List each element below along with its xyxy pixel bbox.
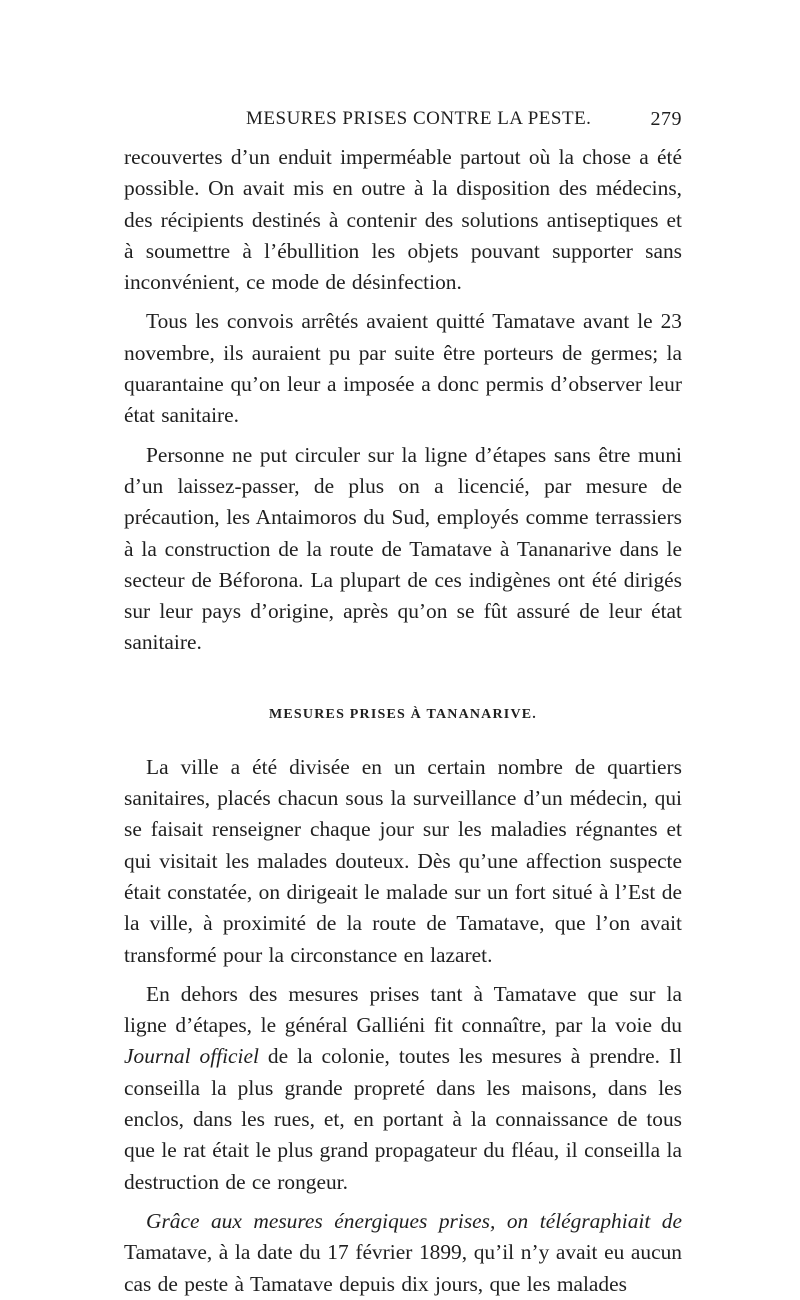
paragraph-quartiers: La ville a été divisée en un certain nombre de quartiers sanitaires, placés chacun sous la surveillance d’un médecin, qui se faisait renseigner chaque jour sur les maladies régnantes et qui visitait les malades douteux. Dès qu’une affection suspecte était constatée, on dirigeait le malade sur un fort situé à l’Est de la ville, à proximité de la route de Tamatave, que l’on avait transformé pour la circonstance en lazaret. — [124, 754, 682, 967]
page-number: 279 — [650, 108, 682, 130]
section-two — [124, 752, 682, 1300]
running-title: MESURES PRISES CONTRE LA PESTE. — [246, 108, 592, 129]
journal-officiel-title: Journal officiel — [124, 1044, 259, 1069]
paragraph-telegram — [124, 1206, 682, 1300]
paragraph-telegram-italic: Grâce aux mesures énergiques prises, on télégraphiait de — [146, 1208, 682, 1233]
paragraph-convois: Tous les convois arrêtés avaient quitté Tamatave avant le 23 novembre, ils auraient pu par suite être porteurs de germes; la quarantaine qu’on leur a imposée a donc permis d’observer leur état sanitaire. — [124, 309, 682, 428]
paragraph-gallieni-start: En dehors des mesures prises tant à Tamatave que sur la ligne d’étapes, le général Galliéni fit connaître, par la voie du — [124, 981, 682, 1038]
section-heading: MESURES PRISES À TANANARIVE. — [268, 706, 538, 722]
paragraph-gallieni-end: de la colonie, toutes les mesures à prendre. Il conseilla la plus grande propreté dans les maisons, dans les enclos, dans les rues, et, en portant à la connaissance de tous que le rat était le plus grand propagateur du fléau, il conseilla la destruction de ce rongeur. — [124, 1044, 682, 1194]
paragraph-ligne-etapes: Personne ne put circuler sur la ligne d’étapes sans être muni d’un laissez-passer, de plus on a licencié, par mesure de précaution, les Antaimoros du Sud, employés comme terrassiers à la construction de la route de Tamatave à Tananarive dans le secteur de Béforona. La plupart de ces indigènes ont été dirigés sur leur pays d’origine, après qu’on se fût assuré de leur état sanitaire. — [124, 442, 682, 655]
section-one — [124, 142, 682, 659]
paragraph-continuation: recouvertes d’un enduit imperméable partout où la chose a été possible. On avait mis en outre à la disposition des médecins, des récipients destinés à contenir des solutions antiseptiques et à soumettre à l’ébullition les objets pouvant supporter sans inconvénient, ce mode de désinfection. — [124, 145, 682, 295]
running-head — [124, 108, 682, 142]
book-page — [124, 108, 682, 1300]
paragraph-telegram-rest: Tamatave, à la date du 17 février 1899, qu’il n’y avait eu aucun cas de peste à Tamatave depuis dix jours, que les malades — [124, 1240, 682, 1296]
paragraph-gallieni — [124, 979, 682, 1198]
